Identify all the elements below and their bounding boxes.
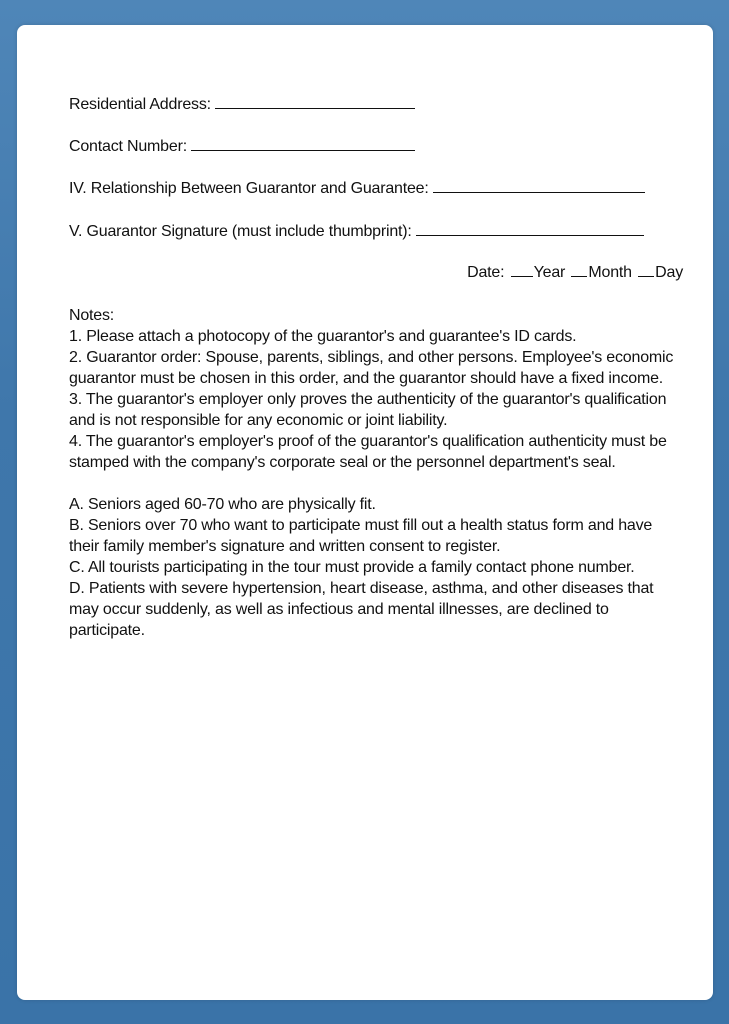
date-row [467,262,683,282]
signature-label: V. Guarantor Signature (must include thumbprint): [69,223,412,240]
date-label: Date: [467,264,505,281]
residential-address-label: Residential Address: [69,96,211,113]
notes-heading: Notes: [69,307,115,324]
signature-blank [416,221,644,236]
document-page [17,25,713,1000]
residential-address-field [69,94,415,114]
residential-address-blank [215,94,415,109]
condition-item: A. Seniors aged 60-70 who are physically fit. [69,496,376,513]
section-spacer [69,473,679,494]
note-item: 1. Please attach a photocopy of the guarantor's and guarantee's ID cards. [69,328,577,345]
contact-number-field [69,136,415,156]
relationship-label: IV. Relationship Between Guarantor and Guarantee: [69,180,429,197]
day-blank [638,262,654,277]
condition-item: B. Seniors over 70 who want to participate must fill out a health status form and have their family member's signature and written consent to register. [69,517,653,555]
contact-number-label: Contact Number: [69,138,187,155]
year-label: Year [533,264,566,281]
signature-field [69,221,644,241]
note-item: 3. The guarantor's employer only proves the authenticity of the guarantor's qualification and is not responsible for any economic or joint liability. [69,391,667,429]
note-item: 2. Guarantor order: Spouse, parents, siblings, and other persons. Employee's economic guarantor must be chosen in this order, and the guarantor should have a fixed income. [69,349,674,387]
notes-section [69,305,679,641]
day-label: Day [655,264,683,281]
month-blank [571,262,587,277]
month-label: Month [588,264,632,281]
condition-item: C. All tourists participating in the tour must provide a family contact phone number. [69,559,635,576]
relationship-blank [433,178,645,193]
contact-number-blank [191,136,415,151]
year-blank [511,262,533,277]
note-item: 4. The guarantor's employer's proof of the guarantor's qualification authenticity must be stamped with the company's corporate seal or the personnel department's seal. [69,433,667,471]
condition-item: D. Patients with severe hypertension, heart disease, asthma, and other diseases that may occur suddenly, as well as infectious and mental illnesses, are declined to participate. [69,580,654,639]
relationship-field [69,178,645,198]
